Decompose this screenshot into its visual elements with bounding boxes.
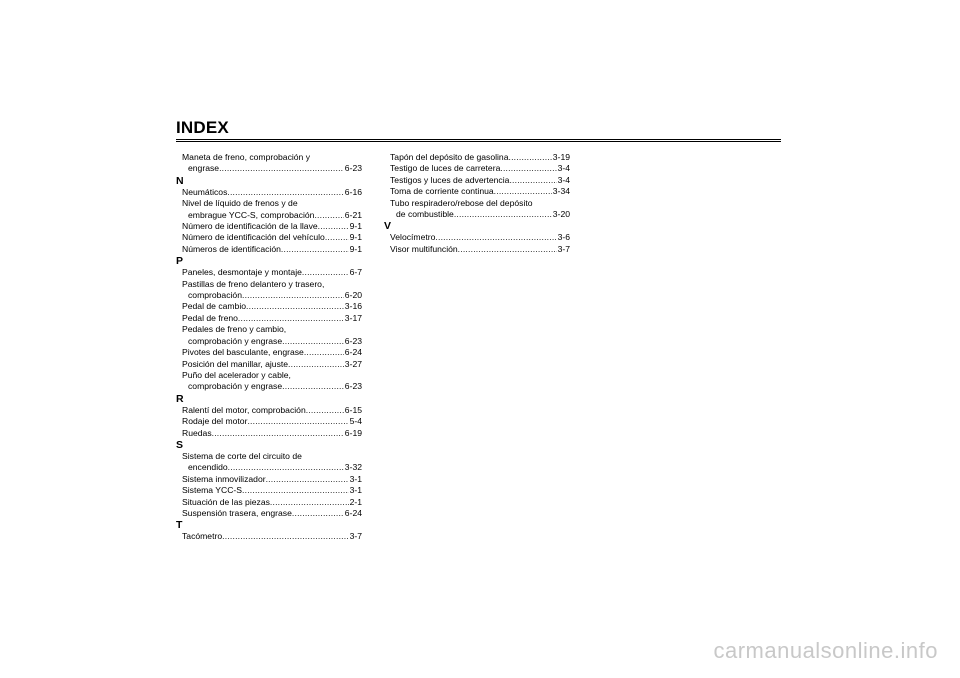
index-entry-text: Nivel de líquido de frenos y de [182,198,298,209]
index-entry[interactable] [176,187,362,198]
index-column-right [384,152,570,255]
index-page-number: 3-20 [552,209,570,220]
index-entry-text: Suspensión trasera, engrase [182,507,292,518]
index-page-number: 3-4 [557,163,570,174]
dot-leader [288,359,344,370]
index-entry-text: Sistema inmovilizador [182,473,266,484]
index-page-number: 6-7 [349,267,362,278]
index-entry-text: comprobación y engrase [188,381,283,392]
index-entry[interactable] [176,370,362,393]
title-rule [176,139,781,142]
index-entry-text: Números de identificación [182,243,281,254]
index-entry-text: Tapón del depósito de gasolina [390,152,509,162]
index-entry[interactable] [176,324,362,347]
index-entry-text: Rodaje del motor [182,416,248,427]
index-entry[interactable] [176,416,362,427]
index-entry-text: Tacómetro [182,531,223,542]
index-entry[interactable] [176,267,362,278]
dot-leader [212,428,344,439]
dot-leader [435,232,556,243]
index-entry[interactable] [384,186,570,197]
index-page-number: 3-1 [349,473,362,484]
index-entry-text: Ralentí del motor, comprobación [182,404,306,415]
index-page-number: 3-34 [552,186,570,197]
index-letter-heading: P [176,255,184,268]
index-entry[interactable] [176,313,362,324]
dot-leader [242,485,349,496]
index-entry-text: Pedales de freno y cambio, [182,324,287,335]
index-entry[interactable] [384,244,570,255]
index-page-number: 3-17 [344,312,362,323]
dot-leader [219,163,344,174]
dot-leader [318,221,349,232]
index-entry-text: Testigos y luces de advertencia [390,174,510,185]
index-entry-text: Posición del manillar, ajuste [182,358,289,369]
index-entry-text: Número de identificación de la llave [182,221,318,232]
dot-leader [302,267,349,278]
index-entry-text: de combustible [396,209,454,220]
index-page-number: 6-23 [344,335,362,346]
index-entry[interactable] [176,301,362,312]
index-letter-heading: R [176,392,184,405]
dot-leader [314,210,343,221]
index-letter-heading: V [384,220,392,233]
index-entry-text: Pastillas de freno delantero y trasero, [182,278,325,289]
dot-leader [246,301,344,312]
index-page-number: 6-24 [344,507,362,518]
index-entry-text: Tubo respiradero/rebose del depósito [390,197,533,208]
dot-leader [494,186,552,197]
dot-leader [242,290,344,301]
index-entry-text: Situación de las piezas [182,496,270,507]
index-entry-text: Sistema de corte del circuito de [182,450,302,461]
index-entry-text: Número de identificación del vehículo [182,232,325,243]
index-page-number: 9-1 [349,243,362,254]
index-entry[interactable] [176,531,362,542]
index-entry[interactable] [176,279,362,302]
dot-leader [304,347,344,358]
dot-leader [282,336,344,347]
index-page-number: 3-32 [344,462,362,473]
index-entry[interactable] [384,152,570,163]
index-entry[interactable] [384,163,570,174]
index-page-number: 6-19 [344,427,362,438]
watermark-text: carmanualsonline.info [713,638,938,663]
index-entry[interactable] [384,175,570,186]
index-page-number: 6-23 [344,163,362,174]
index-entry-text: Neumáticos [182,186,228,197]
index-entry[interactable] [384,232,570,243]
dot-leader [266,474,349,485]
page-title: INDEX [176,118,229,137]
dot-leader [325,232,349,243]
dot-leader [292,508,344,519]
index-entry[interactable] [176,198,362,221]
index-entry[interactable] [384,198,570,221]
index-entry[interactable] [176,359,362,370]
index-page-number: 2-1 [349,496,362,507]
index-entry[interactable] [176,474,362,485]
index-entry[interactable] [176,244,362,255]
index-entry[interactable] [176,428,362,439]
index-entry[interactable] [176,152,362,175]
index-entry-text: Maneta de freno, comprobación y [182,152,311,162]
dot-leader [238,313,344,324]
index-page-number: 3-19 [552,152,570,162]
index-page-number: 3-27 [344,358,362,369]
index-entry-text: embrague YCC-S, comprobación [188,209,315,220]
index-page-number: 6-20 [344,290,362,301]
index-page-number: 6-16 [344,186,362,197]
index-page-number: 6-15 [344,404,362,415]
index-entry-text: comprobación [188,290,242,301]
index-letter-heading: T [176,519,183,532]
dot-leader [281,244,349,255]
index-page-number: 3-4 [557,174,570,185]
index-entry-text: comprobación y engrase [188,335,283,346]
index-entry-text: Ruedas [182,427,212,438]
index-entry-text: engrase [188,163,220,174]
index-entry-text: Visor multifunción [390,243,458,254]
dot-leader [222,531,348,542]
index-page-number: 3-6 [557,232,570,243]
dot-leader [509,175,556,186]
dot-leader [228,462,344,473]
index-entry-text: Toma de corriente continua [390,186,494,197]
index-entry[interactable] [176,485,362,496]
index-entry[interactable] [176,347,362,358]
index-entry-text: Testigo de luces de carretera [390,163,501,174]
dot-leader [282,381,344,392]
index-page-number: 3-16 [344,301,362,312]
index-entry-text: Pedal de freno [182,312,238,323]
dot-leader [306,405,344,416]
index-entry-text: Paneles, desmontaje y montaje [182,267,302,278]
index-entry-text: Sistema YCC-S [182,485,243,496]
index-entry-text: encendido [188,462,228,473]
index-entry[interactable] [176,451,362,474]
index-letter-heading: S [176,438,184,451]
dot-leader [509,152,552,163]
index-page-number: 6-23 [344,381,362,392]
index-entry-text: Velocímetro [390,232,436,243]
index-entry[interactable] [176,221,362,232]
index-page-number: 3-7 [557,243,570,254]
index-entry-text: Pivotes del basculante, engrase [182,347,304,358]
index-page-number: 9-1 [349,232,362,243]
index-entry[interactable] [176,405,362,416]
dot-leader [454,209,552,220]
index-entry[interactable] [176,232,362,243]
index-page-number: 5-4 [349,416,362,427]
dot-leader [227,187,343,198]
index-entry-text: Puño del acelerador y cable, [182,369,291,380]
index-column-left [176,152,362,543]
index-page-number: 6-24 [344,347,362,358]
index-entry[interactable] [176,508,362,519]
index-entry-text: Pedal de cambio [182,301,247,312]
index-page-number: 6-21 [344,209,362,220]
dot-leader [500,163,556,174]
index-entry[interactable] [176,497,362,508]
dot-leader [458,244,557,255]
index-page-number: 9-1 [349,221,362,232]
index-page-number: 3-7 [349,531,362,542]
index-letter-heading: N [176,174,184,187]
index-page-number: 3-1 [349,485,362,496]
dot-leader [270,497,349,508]
dot-leader [247,416,348,427]
